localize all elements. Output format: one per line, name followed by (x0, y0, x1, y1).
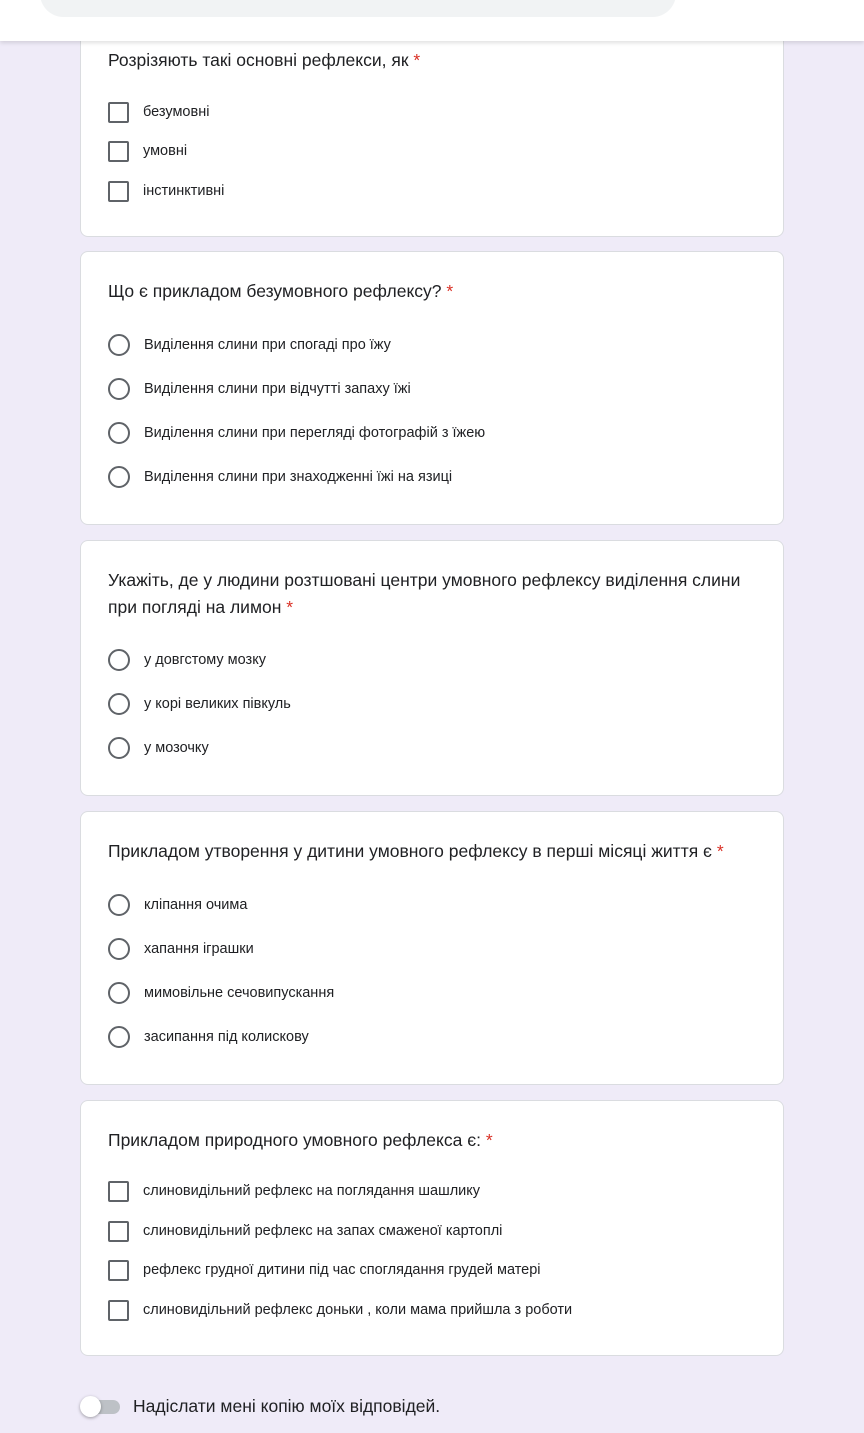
option-label: Виділення слини при спогаді про їжу (144, 337, 391, 353)
question-text: Прикладом природного умовного рефлекса є: (108, 1130, 482, 1150)
checkbox[interactable] (108, 1300, 129, 1321)
checkbox-option[interactable] (108, 1219, 502, 1243)
question-card-4 (80, 811, 784, 1085)
question-title (108, 1127, 748, 1154)
option-label: інстинктивні (143, 183, 225, 199)
question-title (108, 567, 748, 621)
question-title (108, 47, 748, 74)
question-text: Прикладом утворення у дитини умовного рефлексу в перші місяці життя є (108, 841, 712, 861)
checkbox-option[interactable] (108, 1298, 572, 1322)
question-card-2 (80, 251, 784, 525)
radio-button[interactable] (108, 938, 130, 960)
radio-button[interactable] (108, 334, 130, 356)
option-label: слиновидільний рефлекс доньки , коли мама прийшла з роботи (143, 1302, 573, 1318)
checkbox[interactable] (108, 181, 129, 202)
checkbox-option[interactable] (108, 1179, 480, 1203)
radio-option[interactable] (108, 736, 209, 760)
option-label: у корі великих півкуль (144, 696, 291, 712)
radio-button[interactable] (108, 1026, 130, 1048)
checkbox[interactable] (108, 1260, 129, 1281)
radio-button[interactable] (108, 466, 130, 488)
option-label: Виділення слини при перегляді фотографій з їжею (144, 425, 486, 441)
radio-option[interactable] (108, 421, 485, 445)
question-card-1 (80, 30, 784, 237)
option-label: слиновидільний рефлекс на поглядання шашлику (143, 1183, 481, 1199)
checkbox[interactable] (108, 141, 129, 162)
checkbox-option[interactable] (108, 179, 224, 203)
radio-option[interactable] (108, 893, 247, 917)
radio-option[interactable] (108, 692, 291, 716)
option-label: безумовні (143, 104, 210, 120)
question-card-3 (80, 540, 784, 796)
option-label: рефлекс грудної дитини під час споглядання грудей матері (143, 1262, 541, 1278)
option-label: кліпання очима (144, 897, 248, 913)
send-copy-row (80, 1393, 440, 1419)
question-title (108, 838, 748, 865)
option-label: у довгстому мозку (144, 652, 266, 668)
option-label: засипання під колискову (144, 1029, 309, 1045)
question-text: Укажіть, де у людини розтшовані центри умовного рефлексу виділення слини при погляді на лимон (108, 570, 741, 617)
option-label: хапання іграшки (144, 941, 254, 957)
option-label: Виділення слини при відчутті запаху їжі (144, 381, 411, 397)
radio-button[interactable] (108, 649, 130, 671)
option-label: Виділення слини при знаходженні їжі на язиці (144, 469, 453, 485)
radio-option[interactable] (108, 377, 411, 401)
question-text: Розрізяють такі основні рефлекси, як (108, 50, 409, 70)
option-label: мимовільне сечовипускання (144, 985, 335, 1001)
checkbox-option[interactable] (108, 139, 187, 163)
required-asterisk: * (716, 841, 724, 861)
radio-option[interactable] (108, 333, 391, 357)
send-copy-toggle[interactable] (80, 1394, 120, 1418)
option-label: умовні (143, 143, 188, 159)
option-label: у мозочку (144, 740, 209, 756)
question-text: Що є прикладом безумовного рефлексу? (108, 281, 442, 301)
checkbox-option[interactable] (108, 100, 209, 124)
radio-option[interactable] (108, 1025, 309, 1049)
checkbox[interactable] (108, 102, 129, 123)
required-asterisk: * (485, 1130, 493, 1150)
radio-option[interactable] (108, 981, 334, 1005)
top-bar (0, 0, 864, 41)
question-card-5 (80, 1100, 784, 1356)
radio-button[interactable] (108, 982, 130, 1004)
checkbox[interactable] (108, 1221, 129, 1242)
question-title (108, 278, 748, 305)
radio-option[interactable] (108, 937, 254, 961)
radio-option[interactable] (108, 648, 266, 672)
checkbox-option[interactable] (108, 1258, 541, 1282)
required-asterisk: * (413, 50, 421, 70)
required-asterisk: * (446, 281, 454, 301)
toggle-thumb[interactable] (80, 1396, 101, 1417)
radio-button[interactable] (108, 378, 130, 400)
option-label: слиновидільний рефлекс на запах смаженої картоплі (143, 1223, 503, 1239)
radio-option[interactable] (108, 465, 452, 489)
send-copy-label: Надіслати мені копію моїх відповідей. (133, 1395, 441, 1416)
radio-button[interactable] (108, 894, 130, 916)
checkbox[interactable] (108, 1181, 129, 1202)
top-search-pill[interactable] (40, 0, 676, 17)
required-asterisk: * (286, 597, 294, 617)
radio-button[interactable] (108, 422, 130, 444)
radio-button[interactable] (108, 693, 130, 715)
radio-button[interactable] (108, 737, 130, 759)
